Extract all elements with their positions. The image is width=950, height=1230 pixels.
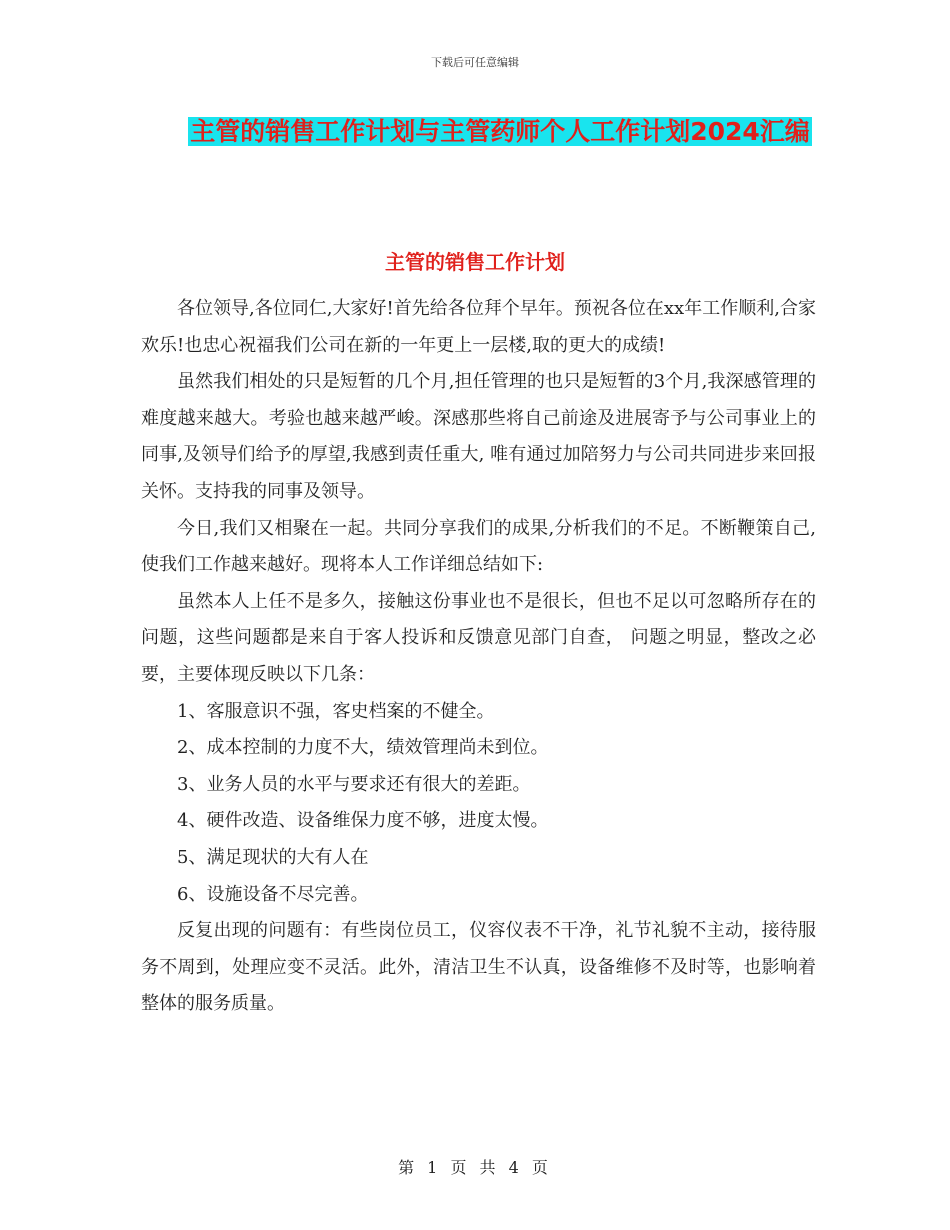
paragraph-greeting: 各位领导,各位同仁,大家好!首先给各位拜个早年。预祝各位在xx年工作顺利,合家欢乐!也忠心祝福我们公司在新的一年更上一层楼,取的更大的成绩! [141,298,816,356]
page-footer: 第 1 页 共 4 页 [398,1158,552,1177]
document-title [175,108,825,155]
document-body [141,291,816,1023]
document-title-text: 主管的销售工作计划与主管药师个人工作计划2024汇编 [190,117,810,146]
list-item: 2、成本控制的力度不大，绩效管理尚未到位。 [177,737,549,759]
list-item: 4、硬件改造、设备维保力度不够，进度太慢。 [177,810,549,832]
paragraph-responsibility: 虽然我们相处的只是短暂的几个月,担任管理的也只是短暂的3个月,我深感管理的难度越来越大。考验也越来越严峻。深感那些将自己前途及进展寄予与公司事业上的同事,及领导们给予的厚望,我感到责任重大, 唯有通过加陪努力与公司共同进步来回报关怀。支持我的同事及领导。 [141,371,816,502]
list-item: 3、业务人员的水平与要求还有很大的差距。 [177,773,531,795]
list-item: 6、设施设备不尽完善。 [177,883,369,905]
paragraph-problems-intro: 虽然本人上任不是多久，接触这份事业也不是很长，但也不足以可忽略所存在的问题，这些问题都是来自于客人投诉和反馈意见部门自查， 问题之明显，整改之必要，主要体现反映以下几条： [141,590,816,685]
section-title: 主管的销售工作计划 [385,250,565,274]
paragraph-recurring-problems: 反复出现的问题有：有些岗位员工，仪容仪表不干净，礼节礼貌不主动，接待服务不周到，处理应变不灵活。此外，清洁卫生不认真，设备维修不及时等，也影响着整体的服务质量。 [141,920,816,1015]
list-item: 5、满足现状的大有人在 [177,846,369,868]
header-note: 下载后可任意编辑 [431,56,519,69]
list-item: 1、客服意识不强，客史档案的不健全。 [177,700,495,722]
paragraph-summary-intro: 今日,我们又相聚在一起。共同分享我们的成果,分析我们的不足。不断鞭策自己,使我们工作越来越好。现将本人工作详细总结如下: [141,517,816,576]
